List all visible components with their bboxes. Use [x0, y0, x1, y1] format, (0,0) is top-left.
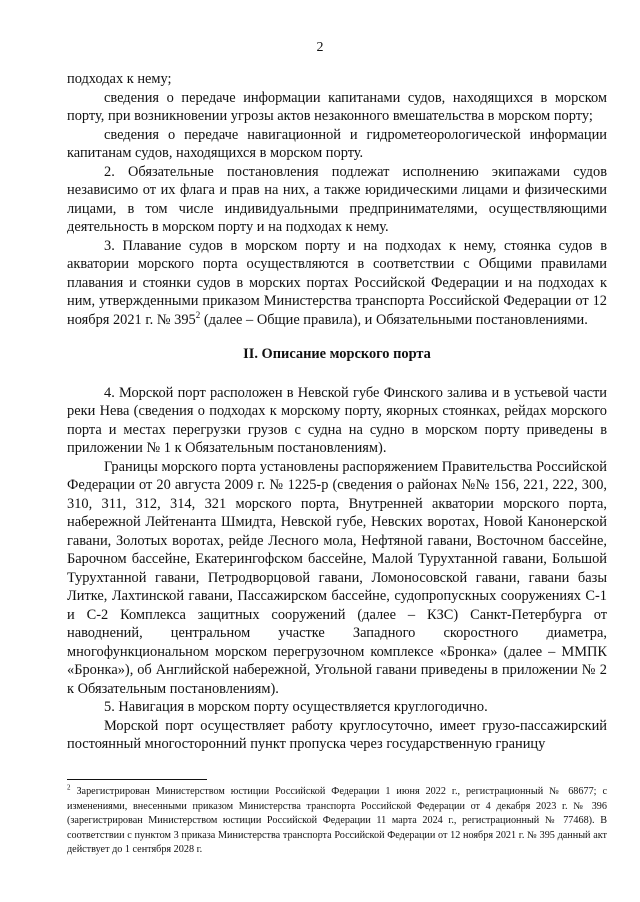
footnote-marker: 2: [67, 783, 71, 792]
paragraph: Границы морского порта установлены распоряжением Правительства Российской Федерации от 20 августа 2009 г. № 1225-р (сведения о районах №№ 156, 221, 222, 300, 310, 311, 312, 314, 321 морского порта, Внутренней акватории морского порта, набережной Лейтенанта Шмидта, Невской губе, Невских воротах, Новой Канонерской гавани, Золотых воротах, рейде Лесного мола, Нефтяной гавани, Восточном бассейне, Барочном бассейне, Екатерингофском бассейне, Малой Турухтанной гавани, Большой Турухтанной гавани, Петродворцовой гавани, Ломоносовской гавани, гавани базы Литке, Лахтинской гавани, Пассажирском бассейне, судопропускных сооружениях С-1 и С-2 Комплекса защитных сооружений (далее – КЗС) Санкт-Петербурга от наводнений, центральном участке Западного скоростного диаметра, многофункциональном морском перегрузочном комплексе «Бронка» (далее – ММПК «Бронка»), об Английской набережной, Угольной гавани приведены в приложении № 2 к Обязательным постановлениям).: [67, 458, 607, 697]
footnote-text: Зарегистрирован Министерством юстиции Российской Федерации 1 июня 2022 г., регистрационный № 68677; с изменениями, внесенными приказом Министерства транспорта Российской Федерации от 4 декабря 2023 г. № 396 (зарегистрирован Министерством юстиции Российской Федерации 11 марта 2024 г., регистрационный № 77468). В соответствии с пунктом 3 приказа Министерства транспорта Российской Федерации от 12 ноября 2021 г. № 395 данный акт действует до 1 сентября 2028 г.: [67, 786, 607, 855]
footnote-separator: [67, 779, 207, 780]
paragraph-with-footnote-ref: [67, 237, 607, 330]
paragraph: Морской порт осуществляет работу круглосуточно, имеет грузо-пассажирский постоянный многосторонний пункт пропуска через государственную границу: [67, 717, 607, 752]
paragraph: сведения о передаче навигационной и гидрометеорологической информации капитанам судов, находящихся в морском порту.: [67, 126, 607, 161]
paragraph: 4. Морской порт расположен в Невской губе Финского залива и в устьевой части реки Нева (сведения о подходах к морскому порту, якорных стоянках, рейдах морского порта и местах перегрузки грузов с судна на судно в морском порту приведены в приложении № 1 к Обязательным постановлениям).: [67, 384, 607, 456]
paragraph: подходах к нему;: [67, 71, 172, 87]
paragraph: 5. Навигация в морском порту осуществляется круглогодично.: [104, 699, 488, 715]
footnote-ref: 2: [195, 309, 201, 320]
page-number: 2: [316, 40, 324, 55]
paragraph-text: 3. Плавание судов в морском порту и на подходах к нему, стоянка судов в акватории морского порта осуществляются в соответствии с Общими правилами плавания и стоянки судов в морских портах Российской Федерации и на подходах к ним, утвержденными приказом Министерства транспорта Российской Федерации от 12 ноября 2021 г. № 395: [67, 237, 607, 328]
paragraph-text: (далее – Общие правила), и Обязательными постановлениями.: [200, 311, 588, 328]
paragraph: 2. Обязательные постановления подлежат исполнению экипажами судов независимо от их флага и прав на них, а также юридическими лицами и физическими лицами, в том числе индивидуальными предпринимателями, осуществляющими деятельность в морском порту и на подходах к нему.: [67, 163, 607, 235]
document-body: [67, 70, 607, 754]
footnote: [67, 785, 607, 858]
section-heading: II. Описание морского порта: [243, 346, 431, 362]
paragraph: сведения о передаче информации капитанами судов, находящихся в морском порту, при возникновении угрозы актов незаконного вмешательства в морском порту;: [67, 89, 607, 124]
